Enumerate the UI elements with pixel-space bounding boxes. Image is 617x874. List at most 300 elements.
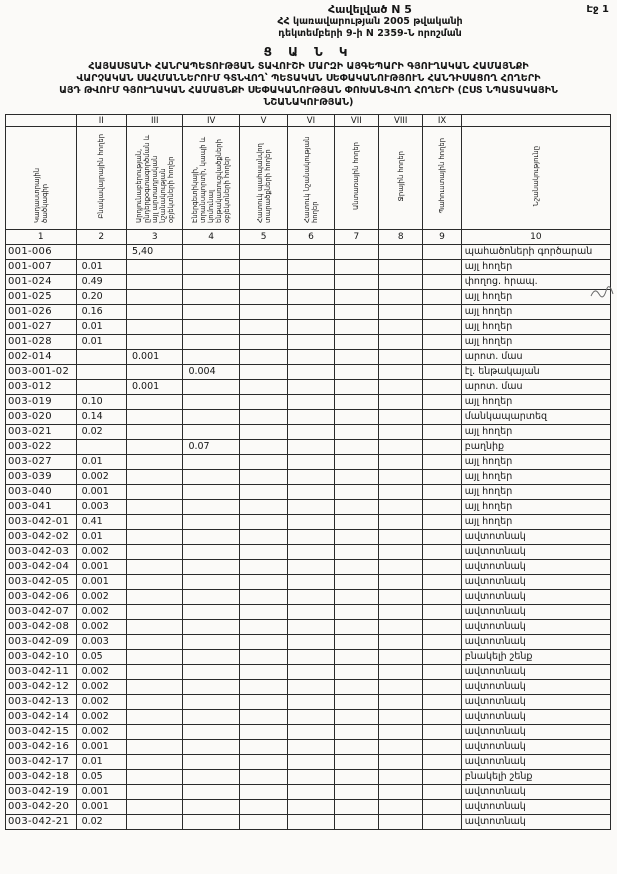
cell-col2: 0.02 — [76, 425, 126, 440]
cell-use: բնակելի շենք — [461, 770, 610, 785]
table-row — [6, 755, 611, 770]
cell-col8 — [379, 785, 423, 800]
cell-col2: 0.14 — [76, 410, 126, 425]
cell-col4 — [183, 815, 239, 830]
cell-col7 — [334, 485, 378, 500]
cell-col7 — [334, 680, 378, 695]
cell-col3 — [126, 305, 182, 320]
roman-numeral-row — [6, 115, 611, 127]
cell-code: 003-042-02 — [6, 530, 77, 545]
cell-code: 003-021 — [6, 425, 77, 440]
cell-code: 003-042-13 — [6, 695, 77, 710]
cell-col2: 0.16 — [76, 305, 126, 320]
roman-col-8: VIII — [379, 115, 423, 127]
cell-code: 003-040 — [6, 485, 77, 500]
cell-col8 — [379, 485, 423, 500]
cell-col2: 0.002 — [76, 470, 126, 485]
cell-col8 — [379, 560, 423, 575]
cell-col7 — [334, 275, 378, 290]
cell-code: 001-007 — [6, 260, 77, 275]
cell-col4 — [183, 335, 239, 350]
cell-code: 001-027 — [6, 320, 77, 335]
cell-col7 — [334, 725, 378, 740]
cell-col5 — [239, 455, 287, 470]
cell-col4 — [183, 605, 239, 620]
cell-col6 — [288, 260, 334, 275]
cell-col8 — [379, 740, 423, 755]
cell-col2: 0.001 — [76, 575, 126, 590]
cell-col8 — [379, 320, 423, 335]
decree-line-1: ՀՀ կառավարության 2005 թվականի — [277, 16, 463, 27]
table-row — [6, 335, 611, 350]
cell-col3 — [126, 680, 182, 695]
table-row — [6, 635, 611, 650]
cell-col6 — [288, 560, 334, 575]
cell-code: 003-042-06 — [6, 590, 77, 605]
cell-col3 — [126, 290, 182, 305]
cell-col2: 0.41 — [76, 515, 126, 530]
cell-use: այլ հողեր — [461, 500, 610, 515]
cell-col7 — [334, 815, 378, 830]
cell-code: 003-042-05 — [6, 575, 77, 590]
cell-use: ավտոտնակ — [461, 530, 610, 545]
cell-col8 — [379, 425, 423, 440]
cell-col4 — [183, 485, 239, 500]
cell-col5 — [239, 260, 287, 275]
cell-col5 — [239, 740, 287, 755]
colnum-6: 6 — [288, 230, 334, 245]
cell-col6 — [288, 485, 334, 500]
cell-use: այլ հողեր — [461, 260, 610, 275]
cell-col9 — [423, 335, 461, 350]
cell-col2: 0.002 — [76, 725, 126, 740]
cell-col4: 0.07 — [183, 440, 239, 455]
cell-col4 — [183, 545, 239, 560]
table-row — [6, 695, 611, 710]
cell-col6 — [288, 515, 334, 530]
cell-col7 — [334, 530, 378, 545]
cell-col6 — [288, 305, 334, 320]
cell-col5 — [239, 650, 287, 665]
cell-col7 — [334, 740, 378, 755]
cell-col7 — [334, 395, 378, 410]
cell-col5 — [239, 695, 287, 710]
table-row — [6, 320, 611, 335]
cell-col7 — [334, 365, 378, 380]
cell-use: ավտոտնակ — [461, 575, 610, 590]
cell-col4 — [183, 680, 239, 695]
cell-col4: 0.004 — [183, 365, 239, 380]
cell-col4 — [183, 395, 239, 410]
cell-col9 — [423, 680, 461, 695]
cell-col7 — [334, 260, 378, 275]
cell-code: 003-042-18 — [6, 770, 77, 785]
cell-col6 — [288, 455, 334, 470]
page-number: Էջ 1 — [586, 4, 609, 15]
cell-col3 — [126, 605, 182, 620]
cell-col2: 0.01 — [76, 530, 126, 545]
cell-code: 003-042-11 — [6, 665, 77, 680]
cell-col7 — [334, 710, 378, 725]
cell-col8 — [379, 680, 423, 695]
cell-col5 — [239, 710, 287, 725]
cell-code: 003-042-14 — [6, 710, 77, 725]
cell-col2: 0.49 — [76, 275, 126, 290]
cell-col9 — [423, 560, 461, 575]
cell-col2: 0.001 — [76, 740, 126, 755]
cell-code: 001-026 — [6, 305, 77, 320]
cell-col3 — [126, 260, 182, 275]
cell-col8 — [379, 815, 423, 830]
cell-col8 — [379, 695, 423, 710]
cell-col7 — [334, 605, 378, 620]
cell-col5 — [239, 245, 287, 260]
table-row — [6, 365, 611, 380]
cell-col6 — [288, 470, 334, 485]
column-header-special: Հատուկ նշանակության հողեր — [302, 136, 319, 223]
cell-col3 — [126, 755, 182, 770]
cell-col7 — [334, 440, 378, 455]
colnum-2: 2 — [76, 230, 126, 245]
cell-code: 002-014 — [6, 350, 77, 365]
cell-col9 — [423, 755, 461, 770]
cell-col2: 0.01 — [76, 320, 126, 335]
cell-col3 — [126, 275, 182, 290]
cell-code: 003-039 — [6, 470, 77, 485]
title-line-4: ՆՇԱՆԱԿՈՒԹՅԱՆ) — [263, 97, 354, 108]
cell-col8 — [379, 410, 423, 425]
cell-col5 — [239, 320, 287, 335]
cell-col8 — [379, 470, 423, 485]
cell-code: 003-042-19 — [6, 785, 77, 800]
cell-col7 — [334, 425, 378, 440]
table-row — [6, 305, 611, 320]
cell-col9 — [423, 635, 461, 650]
cell-use: ավտոտնակ — [461, 710, 610, 725]
document-title — [6, 61, 611, 109]
cell-col3 — [126, 320, 182, 335]
colnum-7: 7 — [334, 230, 378, 245]
cell-col3 — [126, 665, 182, 680]
table-row — [6, 605, 611, 620]
cell-col4 — [183, 785, 239, 800]
cell-use: արոտ. մաս — [461, 380, 610, 395]
cell-code: 003-041 — [6, 500, 77, 515]
table-body — [6, 245, 611, 830]
table-row — [6, 485, 611, 500]
colnum-1: 1 — [6, 230, 77, 245]
colnum-8: 8 — [379, 230, 423, 245]
cell-col8 — [379, 455, 423, 470]
cell-col7 — [334, 620, 378, 635]
cell-col2: 0.002 — [76, 665, 126, 680]
cell-col2: 0.02 — [76, 815, 126, 830]
cell-col9 — [423, 380, 461, 395]
cell-col7 — [334, 575, 378, 590]
cell-col2: 0.002 — [76, 680, 126, 695]
cell-col3 — [126, 530, 182, 545]
cell-col5 — [239, 350, 287, 365]
roman-col-5: V — [239, 115, 287, 127]
cell-col4 — [183, 305, 239, 320]
cell-use: ավտոտնակ — [461, 560, 610, 575]
cell-col8 — [379, 710, 423, 725]
colnum-9: 9 — [423, 230, 461, 245]
cell-col3: 0.001 — [126, 380, 182, 395]
cell-col6 — [288, 770, 334, 785]
cell-col3: 5,40 — [126, 245, 182, 260]
list-title: Ց Ա Ն Կ — [263, 45, 354, 59]
cell-code: 003-042-01 — [6, 515, 77, 530]
roman-col-10 — [461, 115, 610, 127]
column-header-reserve: Պահուստային հողեր — [438, 138, 447, 214]
table-row — [6, 680, 611, 695]
cell-code: 003-042-16 — [6, 740, 77, 755]
cell-use: այլ հողեր — [461, 320, 610, 335]
cell-col6 — [288, 380, 334, 395]
cell-col3 — [126, 650, 182, 665]
cell-col2: 0.003 — [76, 500, 126, 515]
cell-use: արոտ. մաս — [461, 350, 610, 365]
roman-col-4: IV — [183, 115, 239, 127]
table-row — [6, 545, 611, 560]
cell-use: մանկապարտեզ — [461, 410, 610, 425]
cell-col8 — [379, 605, 423, 620]
cell-col8 — [379, 440, 423, 455]
cell-code: 003-042-08 — [6, 620, 77, 635]
table-row — [6, 245, 611, 260]
cell-col7 — [334, 770, 378, 785]
cell-col3 — [126, 725, 182, 740]
cell-col5 — [239, 335, 287, 350]
cell-col6 — [288, 785, 334, 800]
cell-col4 — [183, 725, 239, 740]
cell-col9 — [423, 410, 461, 425]
cell-col8 — [379, 365, 423, 380]
cell-code: 003-001-02 — [6, 365, 77, 380]
cell-col2: 0.20 — [76, 290, 126, 305]
table-row — [6, 425, 611, 440]
table-row — [6, 725, 611, 740]
cell-col9 — [423, 395, 461, 410]
cell-col6 — [288, 680, 334, 695]
table-row — [6, 260, 611, 275]
cell-col9 — [423, 785, 461, 800]
cell-col8 — [379, 725, 423, 740]
cell-code: 001-025 — [6, 290, 77, 305]
cell-use: փողոց. հրապ. — [461, 275, 610, 290]
cell-col5 — [239, 530, 287, 545]
cell-use: ավտոտնակ — [461, 620, 610, 635]
cell-col7 — [334, 560, 378, 575]
cell-col9 — [423, 740, 461, 755]
cell-col6 — [288, 530, 334, 545]
cell-col9 — [423, 440, 461, 455]
cell-col2 — [76, 350, 126, 365]
cell-col6 — [288, 365, 334, 380]
cell-col4 — [183, 800, 239, 815]
cell-col9 — [423, 470, 461, 485]
cell-use: ավտոտնակ — [461, 740, 610, 755]
cell-col5 — [239, 560, 287, 575]
cell-col7 — [334, 635, 378, 650]
category-header-row — [6, 127, 611, 230]
cell-col6 — [288, 500, 334, 515]
cell-use: ավտոտնակ — [461, 590, 610, 605]
cell-col3 — [126, 590, 182, 605]
cell-use: բնակելի շենք — [461, 650, 610, 665]
cell-col8 — [379, 755, 423, 770]
cell-col9 — [423, 260, 461, 275]
cell-code: 003-042-09 — [6, 635, 77, 650]
cell-col5 — [239, 800, 287, 815]
cell-col8 — [379, 545, 423, 560]
cell-col9 — [423, 290, 461, 305]
cell-col8 — [379, 305, 423, 320]
cell-col5 — [239, 500, 287, 515]
cell-col5 — [239, 275, 287, 290]
cell-use: այլ հողեր — [461, 515, 610, 530]
cell-col4 — [183, 665, 239, 680]
cell-use: ավտոտնակ — [461, 725, 610, 740]
cell-col5 — [239, 665, 287, 680]
cell-col7 — [334, 290, 378, 305]
cell-col7 — [334, 245, 378, 260]
cell-col5 — [239, 485, 287, 500]
cell-col7 — [334, 755, 378, 770]
cell-col4 — [183, 770, 239, 785]
cell-col8 — [379, 380, 423, 395]
title-line-2: ՎԱՐՉԱԿԱՆ ՍԱՀՄԱՆՆԵՐՈՒՄ ԳՏՆՎՈՂ՝ ՊԵՏԱԿԱՆ ՍԵՓԱԿԱՆՈՒԹՅՈՒՆ ՀԱՆԴԻՍԱՑՈՂ ՀՈՂԵՐԻ — [76, 73, 541, 84]
column-header-water: Ջրային հողեր — [396, 150, 405, 202]
cell-col3 — [126, 440, 182, 455]
table-row — [6, 500, 611, 515]
table-row — [6, 650, 611, 665]
cell-col2: 0.002 — [76, 695, 126, 710]
cell-code: 003-022 — [6, 440, 77, 455]
cell-col5 — [239, 365, 287, 380]
cell-col2: 0.001 — [76, 485, 126, 500]
cell-col3 — [126, 785, 182, 800]
cell-col8 — [379, 290, 423, 305]
cell-col6 — [288, 620, 334, 635]
table-row — [6, 785, 611, 800]
cell-col4 — [183, 635, 239, 650]
cell-col3 — [126, 455, 182, 470]
cell-col5 — [239, 590, 287, 605]
cell-col4 — [183, 290, 239, 305]
cell-col9 — [423, 530, 461, 545]
roman-col-6: VI — [288, 115, 334, 127]
cell-col9 — [423, 350, 461, 365]
cell-col3 — [126, 695, 182, 710]
table-row — [6, 515, 611, 530]
cell-use: այլ հողեր — [461, 395, 610, 410]
cell-col2: 0.01 — [76, 335, 126, 350]
cell-col9 — [423, 770, 461, 785]
cell-col8 — [379, 335, 423, 350]
cell-col9 — [423, 545, 461, 560]
cell-col3 — [126, 710, 182, 725]
table-row — [6, 620, 611, 635]
cell-col2: 0.001 — [76, 800, 126, 815]
cell-use: այլ հողեր — [461, 305, 610, 320]
cell-col2: 0.01 — [76, 260, 126, 275]
column-header-forest: Անտառային հողեր — [352, 142, 361, 210]
colnum-3: 3 — [126, 230, 182, 245]
cell-col2 — [76, 365, 126, 380]
cell-col6 — [288, 425, 334, 440]
cell-col5 — [239, 635, 287, 650]
cell-col4 — [183, 350, 239, 365]
cell-col9 — [423, 815, 461, 830]
cell-col6 — [288, 815, 334, 830]
cell-col2: 0.002 — [76, 620, 126, 635]
cell-col9 — [423, 245, 461, 260]
cell-use: այլ հողեր — [461, 335, 610, 350]
cell-col5 — [239, 545, 287, 560]
cell-col8 — [379, 395, 423, 410]
table-row — [6, 290, 611, 305]
cell-code: 003-042-20 — [6, 800, 77, 815]
cell-col9 — [423, 455, 461, 470]
cell-use: պահածոների գործարան — [461, 245, 610, 260]
table-row — [6, 275, 611, 290]
appendix-block — [205, 0, 535, 40]
cell-col6 — [288, 290, 334, 305]
cell-col6 — [288, 575, 334, 590]
cell-col3 — [126, 500, 182, 515]
cell-col9 — [423, 725, 461, 740]
cell-col9 — [423, 425, 461, 440]
cell-use: այլ հողեր — [461, 455, 610, 470]
cell-col9 — [423, 620, 461, 635]
roman-col-2: II — [76, 115, 126, 127]
table-row — [6, 560, 611, 575]
cell-col5 — [239, 425, 287, 440]
cell-col2 — [76, 380, 126, 395]
cell-col3 — [126, 485, 182, 500]
table-row — [6, 710, 611, 725]
cell-col4 — [183, 740, 239, 755]
cell-col7 — [334, 305, 378, 320]
cell-use: ավտոտնակ — [461, 785, 610, 800]
cell-col5 — [239, 680, 287, 695]
cell-col5 — [239, 725, 287, 740]
cell-code: 003-042-03 — [6, 545, 77, 560]
cell-col7 — [334, 785, 378, 800]
appendix-title: Հավելված N 5 — [328, 3, 412, 16]
cell-code: 001-028 — [6, 335, 77, 350]
cell-col9 — [423, 650, 461, 665]
column-header-industrial: Արդյունաբերության, ընդերքօգտագործման և այլ արտադրական նշանակության օբյեկտների հողեր — [134, 134, 175, 223]
table-row — [6, 455, 611, 470]
cell-col7 — [334, 665, 378, 680]
table-row — [6, 350, 611, 365]
cell-col9 — [423, 515, 461, 530]
column-header-protected: Հատուկ պահպանվող տարածքների հողեր — [255, 143, 272, 223]
cell-col8 — [379, 650, 423, 665]
cell-col8 — [379, 575, 423, 590]
cell-col4 — [183, 320, 239, 335]
cell-col5 — [239, 380, 287, 395]
cell-col3 — [126, 800, 182, 815]
cell-col7 — [334, 455, 378, 470]
cell-col4 — [183, 260, 239, 275]
cell-code: 003-042-12 — [6, 680, 77, 695]
cell-col6 — [288, 695, 334, 710]
cell-col5 — [239, 395, 287, 410]
